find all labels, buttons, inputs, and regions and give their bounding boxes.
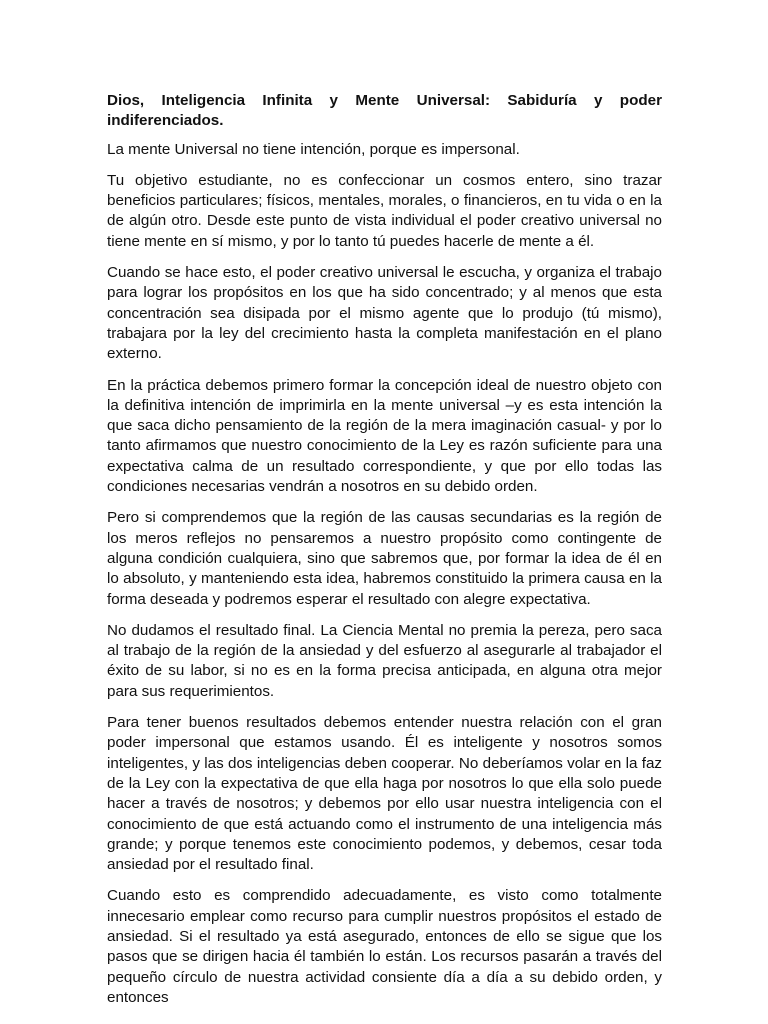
paragraph-8: Cuando esto es comprendido adecuadamente, es visto como totalmente innecesario emplear como recurso para cumplir nuestros propósitos el estado de ansiedad. Si el resultado ya está asegurado, entonces de ello se sigue que los pasos que se dirigen hacia él también lo están. Los recursos pasarán a través del pequeño círculo de nuestra actividad consiente día a día a su debido orden, y entonces [107, 887, 662, 1006]
document-title: Dios, Inteligencia Infinita y Mente Universal: Sabiduría y poder indiferenciados. [107, 92, 662, 130]
paragraph-2: Tu objetivo estudiante, no es confeccionar un cosmos entero, sino trazar beneficios particulares; físicos, mentales, morales, o financieros, en tu vida o en la de algún otro. Desde este punto de vista individual el poder creativo universal no tiene mente en sí mismo, y por lo tanto tú puedes hacerle de mente a él. [107, 171, 662, 250]
paragraph-6: No dudamos el resultado final. La Ciencia Mental no premia la pereza, pero saca al trabajo de la región de la ansiedad y del esfuerzo al asegurarle al trabajador el éxito de su labor, si no es en la forma precisa anticipada, en alguna otra mejor para sus requerimientos. [107, 621, 662, 700]
paragraph-3: Cuando se hace esto, el poder creativo universal le escucha, y organiza el trabajo para lograr los propósitos en los que ha sido concentrado; y al menos que esta concentración sea disipada por el mismo agente que lo produjo (tú mismo), trabajara por la ley del crecimiento hasta la completa manifestación en el plano externo. [107, 264, 662, 363]
document-body [107, 91, 662, 1019]
paragraph-4: En la práctica debemos primero formar la concepción ideal de nuestro objeto con la definitiva intención de imprimirla en la mente universal –y es esta intención la que saca dicho pensamiento de la región de la mera imaginación casual- y por lo tanto afirmamos que nuestro conocimiento de la Ley es razón suficiente para una expectativa calma de un resultado correspondiente, y que por ello todas las condiciones necesarias vendrán a nosotros en su debido orden. [107, 376, 662, 496]
paragraph-5: Pero si comprendemos que la región de las causas secundarias es la región de los meros reflejos no pensaremos a nuestro propósito como contingente de alguna condición cualquiera, sino que sabremos que, por formar la idea de él en lo absoluto, y manteniendo esta idea, habremos constituido la primera causa en la forma deseada y podremos esperar el resultado con alegre expectativa. [107, 509, 662, 608]
paragraph-7: Para tener buenos resultados debemos entender nuestra relación con el gran poder impersonal que estamos usando. Él es inteligente y nosotros somos inteligentes, y las dos inteligencias deben cooperar. No deberíamos volar en la faz de la Ley con la expectativa de que ella haga por nosotros lo que ella solo puede hacer a través de nosotros; y debemos por ello usar nuestra inteligencia con el conocimiento de que está actuando como el instrumento de una inteligencia más grande; y porque tenemos este conocimiento podemos, y debemos, cesar toda ansiedad por el resultado final. [107, 714, 662, 874]
paragraph-1: La mente Universal no tiene intención, porque es impersonal. [107, 140, 520, 158]
